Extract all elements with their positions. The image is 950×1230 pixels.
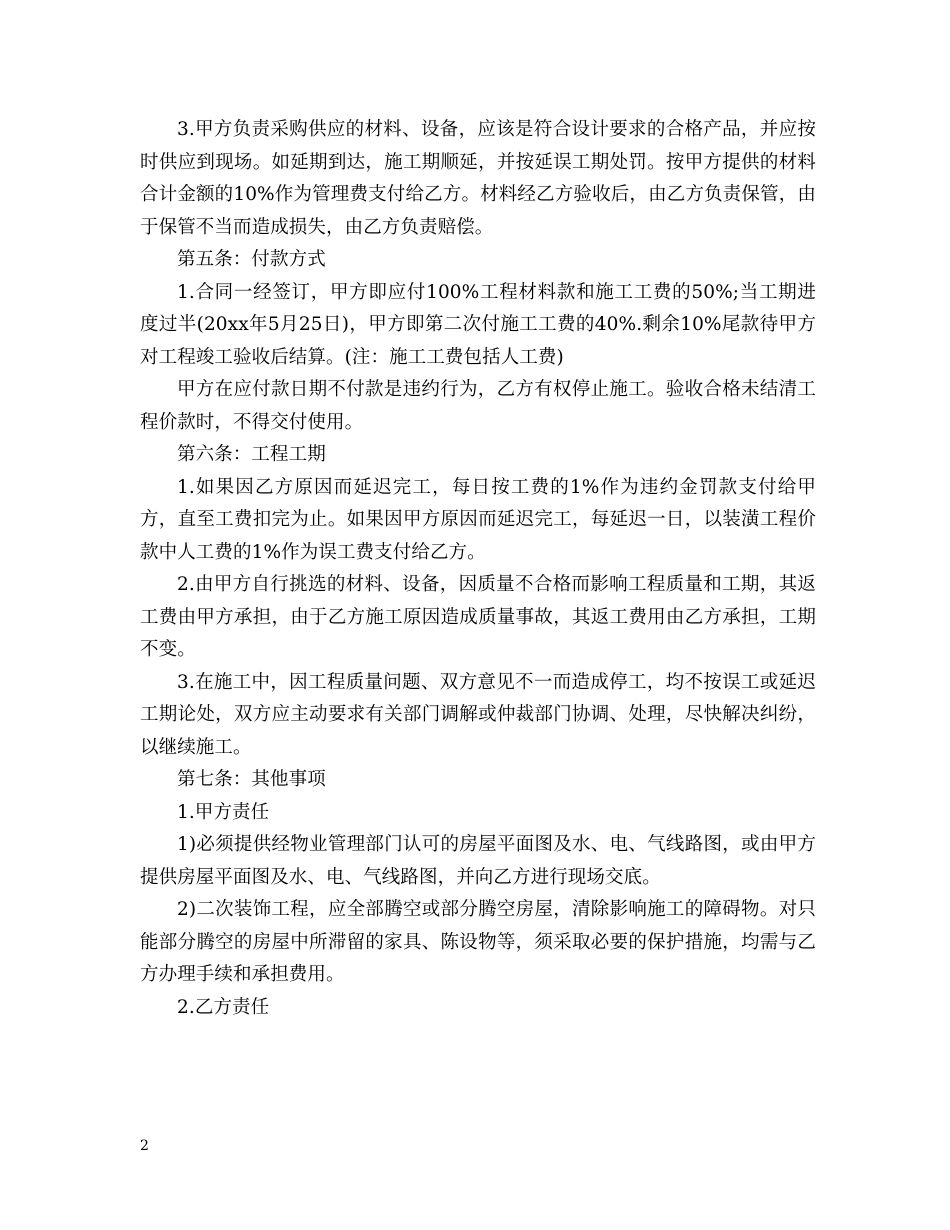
paragraph-rework-cost: 2.由甲方自行挑选的材料、设备，因质量不合格而影响工程质量和工期，其返工费由甲方承担，由于乙方施工原因造成质量事故，其返工费用由乙方承担，工期不变。 bbox=[140, 574, 816, 660]
paragraph-clear-premises: 2)二次装饰工程，应全部腾空或部分腾空房屋，清除影响施工的障碍物。对只能部分腾空的房屋中所滞留的家具、陈设物等，须采取必要的保护措施，均需与乙方办理手续和承担费用。 bbox=[140, 899, 816, 985]
paragraph-material-supply: 3.甲方负责采购供应的材料、设备，应该是符合设计要求的合格产品，并应按时供应到现场。如延期到达，施工期顺延，并按延误工期处罚。按甲方提供的材料合计金额的10%作为管理费支付给乙方。材料经乙方验收后，由乙方负责保管，由于保管不当而造成损失，由乙方负责赔偿。 bbox=[140, 119, 816, 238]
paragraph-delay-penalty: 1.如果因乙方原因而延迟完工，每日按工费的1%作为违约金罚款支付给甲方，直至工费扣完为止。如果因甲方原因而延迟完工，每延迟一日，以装潢工程价款中人工费的1%作为误工费支付给乙方。 bbox=[140, 476, 816, 563]
paragraph-payment-default: 甲方在应付款日期不付款是违约行为，乙方有权停止施工。验收合格未结清工程价款时，不得交付使用。 bbox=[140, 379, 816, 433]
subheading-party-a-duties: 1.甲方责任 bbox=[177, 801, 270, 823]
heading-article-five: 第五条：付款方式 bbox=[177, 249, 326, 270]
paragraph-floor-plan: 1)必须提供经物业管理部门认可的房屋平面图及水、电、气线路图，或由甲方提供房屋平面图及水、电、气线路图，并向乙方进行现场交底。 bbox=[140, 834, 816, 888]
page-number: 2 bbox=[140, 1138, 149, 1154]
paragraph-payment-schedule: 1.合同一经签订，甲方即应付100%工程材料款和施工工费的50%;当工期进度过半(20xx年5月25日)，甲方即第二次付施工工费的40%.剩余10%尾款待甲方对工程竣工验收后结算。(注：施工工费包括人工费) bbox=[140, 281, 816, 368]
subheading-party-b-duties: 2.乙方责任 bbox=[177, 996, 270, 1018]
heading-article-six: 第六条：工程工期 bbox=[177, 444, 326, 465]
paragraph-work-stoppage: 3.在施工中，因工程质量问题、双方意见不一而造成停工，均不按误工或延迟工期论处，双方应主动要求有关部门调解或仲裁部门协调、处理，尽快解决纠纷，以继续施工。 bbox=[140, 671, 816, 758]
heading-article-seven: 第七条：其他事项 bbox=[177, 769, 326, 790]
document-body bbox=[140, 114, 816, 1024]
